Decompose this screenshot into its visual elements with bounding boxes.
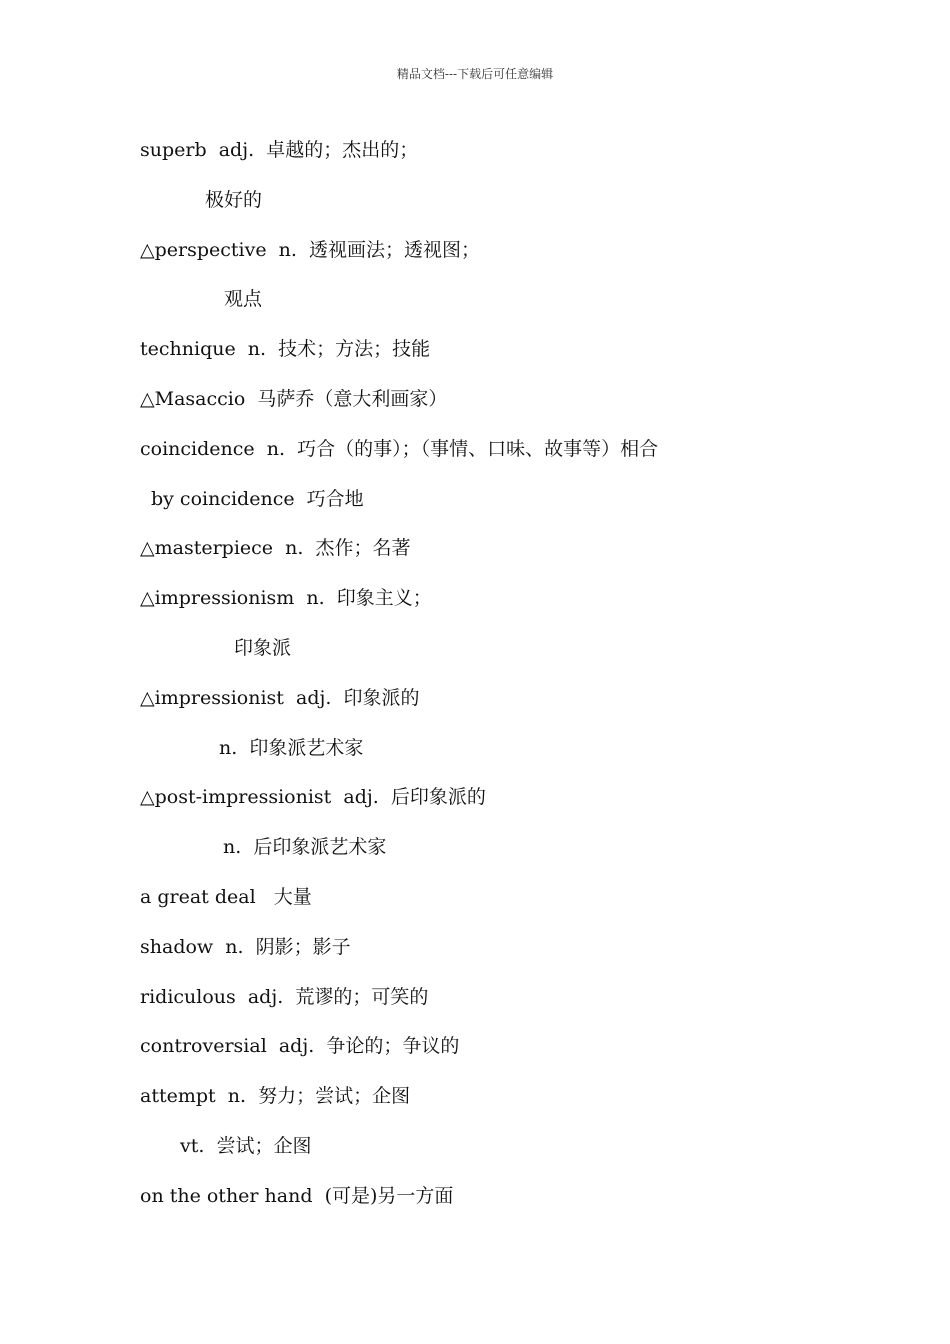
entry-attempt-verb: vt. 尝试；企图 bbox=[180, 1135, 312, 1157]
entry-superb: superb adj. 卓越的；杰出的； bbox=[140, 139, 419, 161]
entry-masterpiece: △masterpiece n. 杰作；名著 bbox=[140, 537, 411, 559]
entry-masaccio: △Masaccio 马萨乔（意大利画家） bbox=[140, 388, 448, 410]
entry-post-impressionist: △post-impressionist adj. 后印象派的 bbox=[140, 786, 486, 808]
entry-controversial: controversial adj. 争论的；争议的 bbox=[140, 1035, 460, 1057]
entry-coincidence: coincidence n. 巧合（的事）；（事情、口味、故事等）相合 bbox=[140, 438, 659, 460]
entry-impressionism-continued: 印象派 bbox=[234, 637, 292, 659]
entry-perspective: △perspective n. 透视画法；透视图； bbox=[140, 239, 481, 261]
entry-superb-continued: 极好的 bbox=[205, 189, 263, 211]
entry-perspective-continued: 观点 bbox=[224, 288, 263, 310]
entry-impressionism: △impressionism n. 印象主义； bbox=[140, 587, 432, 609]
entry-technique: technique n. 技术；方法；技能 bbox=[140, 338, 431, 360]
entry-by-coincidence: by coincidence 巧合地 bbox=[151, 488, 364, 510]
entry-ridiculous: ridiculous adj. 荒谬的；可笑的 bbox=[140, 986, 429, 1008]
entry-impressionist: △impressionist adj. 印象派的 bbox=[140, 687, 420, 709]
entry-shadow: shadow n. 阴影；影子 bbox=[140, 936, 351, 958]
entry-attempt: attempt n. 努力；尝试；企图 bbox=[140, 1085, 411, 1107]
entry-a-great-deal: a great deal 大量 bbox=[140, 886, 312, 908]
entry-on-the-other-hand: on the other hand (可是)另一方面 bbox=[140, 1185, 454, 1207]
page-header: 精品文档---下载后可任意编辑 bbox=[396, 67, 554, 81]
entry-impressionist-noun: n. 印象派艺术家 bbox=[219, 737, 364, 759]
entry-post-impressionist-noun: n. 后印象派艺术家 bbox=[223, 836, 387, 858]
